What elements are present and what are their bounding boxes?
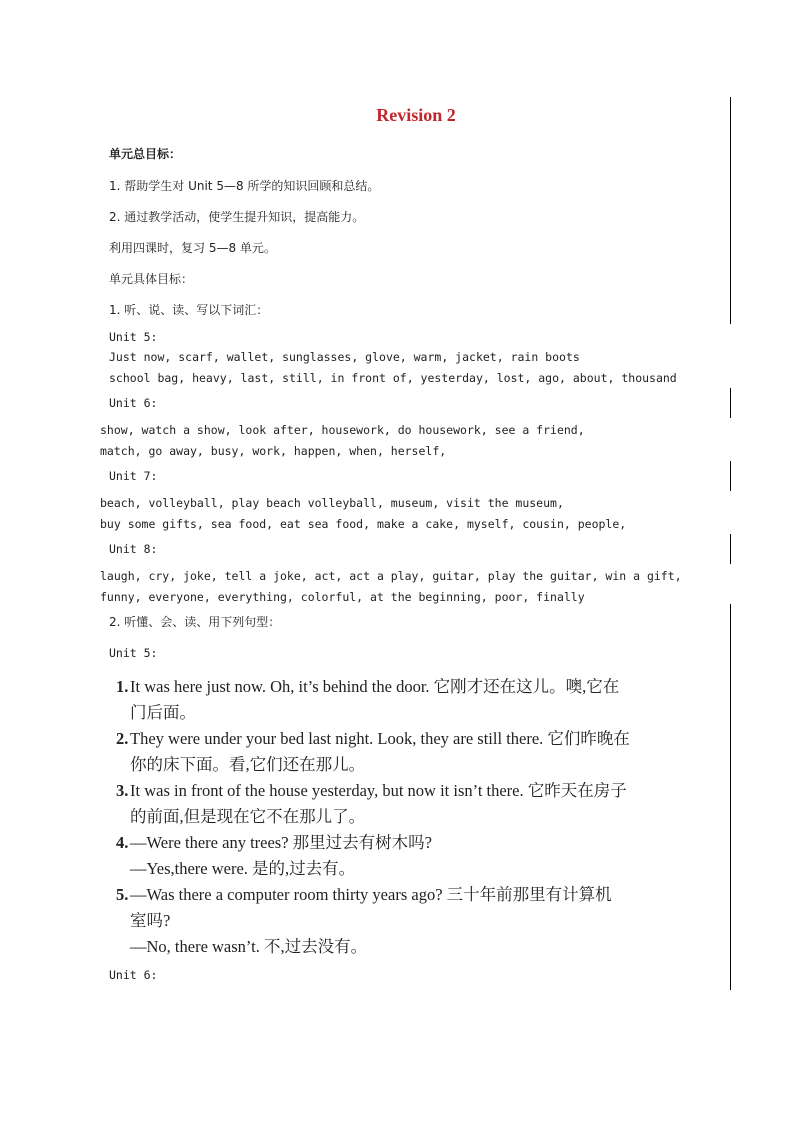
sentences-unit5-label: Unit 5: xyxy=(109,646,158,660)
vocab-unit7-line1: beach, volleyball, play beach volleyball, museum, visit the museum, xyxy=(100,496,564,510)
goal-item-3: 利用四课时，复习 5—8 单元。 xyxy=(109,241,276,255)
vocab-unit5-label: Unit 5: xyxy=(109,330,158,344)
vocab-unit8-line1: laugh, cry, joke, tell a joke, act, act a play, guitar, play the guitar, win a gift, xyxy=(100,569,682,583)
unit-goal-heading: 单元总目标： xyxy=(109,147,182,161)
sentence-number: 4. xyxy=(116,833,129,852)
sentence-text: It was in front of the house yesterday, but now it isn’t there. 它昨天在房子 xyxy=(130,781,627,800)
vocab-unit6-label: Unit 6: xyxy=(109,396,158,410)
vocab-unit7-line2: buy some gifts, sea food, eat sea food, make a cake, myself, cousin, people, xyxy=(100,517,627,531)
goal-item-1: 1. 帮助学生对 Unit 5—8 所学的知识回顾和总结。 xyxy=(109,179,380,193)
sentence-number: 3. xyxy=(116,781,129,800)
sentence-item xyxy=(116,673,619,697)
sentence-heading: 2. 听懂、会、读、用下列句型： xyxy=(109,615,281,629)
vocab-unit8-line2: funny, everyone, everything, colorful, at the beginning, poor, finally xyxy=(100,590,585,604)
margin-rule xyxy=(730,97,731,324)
specific-goal-heading: 单元具体目标： xyxy=(109,272,194,286)
sentence-text: They were under your bed last night. Look, they are still there. 它们昨晚在 xyxy=(130,729,630,748)
sentence-number: 1. xyxy=(116,677,129,696)
sentences-unit6-label: Unit 6: xyxy=(109,968,158,982)
margin-rule xyxy=(730,534,731,564)
sentence-continuation: 你的床下面。看,它们还在那儿。 xyxy=(130,755,366,774)
vocab-unit7-label: Unit 7: xyxy=(109,469,158,483)
vocab-unit5-line2: school bag, heavy, last, still, in front of, yesterday, lost, ago, about, thousand xyxy=(109,371,677,385)
sentence-continuation: 的前面,但是现在它不在那儿了。 xyxy=(130,807,366,826)
margin-rule xyxy=(730,604,731,990)
sentence-item xyxy=(116,777,627,801)
sentence-continuation: —No, there wasn’t. 不,过去没有。 xyxy=(130,937,368,956)
sentence-text: —Were there any trees? 那里过去有树木吗? xyxy=(130,833,432,852)
sentence-item xyxy=(116,829,432,853)
goal-item-2: 2. 通过教学活动，使学生提升知识，提高能力。 xyxy=(109,210,365,224)
vocab-unit6-line2: match, go away, busy, work, happen, when, herself, xyxy=(100,444,447,458)
sentence-text: It was here just now. Oh, it’s behind the door. 它刚才还在这儿。噢,它在 xyxy=(130,677,620,696)
vocab-unit6-line1: show, watch a show, look after, housework, do housework, see a friend, xyxy=(100,423,585,437)
vocab-unit8-label: Unit 8: xyxy=(109,542,158,556)
sentence-number: 2. xyxy=(116,729,129,748)
vocab-heading: 1. 听、说、读、写以下词汇： xyxy=(109,303,269,317)
sentence-item xyxy=(116,881,612,905)
sentence-number: 5. xyxy=(116,885,129,904)
sentence-continuation: —Yes,there were. 是的,过去有。 xyxy=(130,859,356,878)
vocab-unit5-line1: Just now, scarf, wallet, sunglasses, glove, warm, jacket, rain boots xyxy=(109,350,580,364)
sentence-continuation: 门后面。 xyxy=(130,703,196,722)
sentence-text: —Was there a computer room thirty years ago? 三十年前那里有计算机 xyxy=(130,885,612,904)
margin-rule xyxy=(730,388,731,418)
sentence-item xyxy=(116,725,630,749)
margin-rule xyxy=(730,461,731,491)
page-title: Revision 2 xyxy=(376,105,456,125)
sentence-continuation: 室吗? xyxy=(130,911,171,930)
